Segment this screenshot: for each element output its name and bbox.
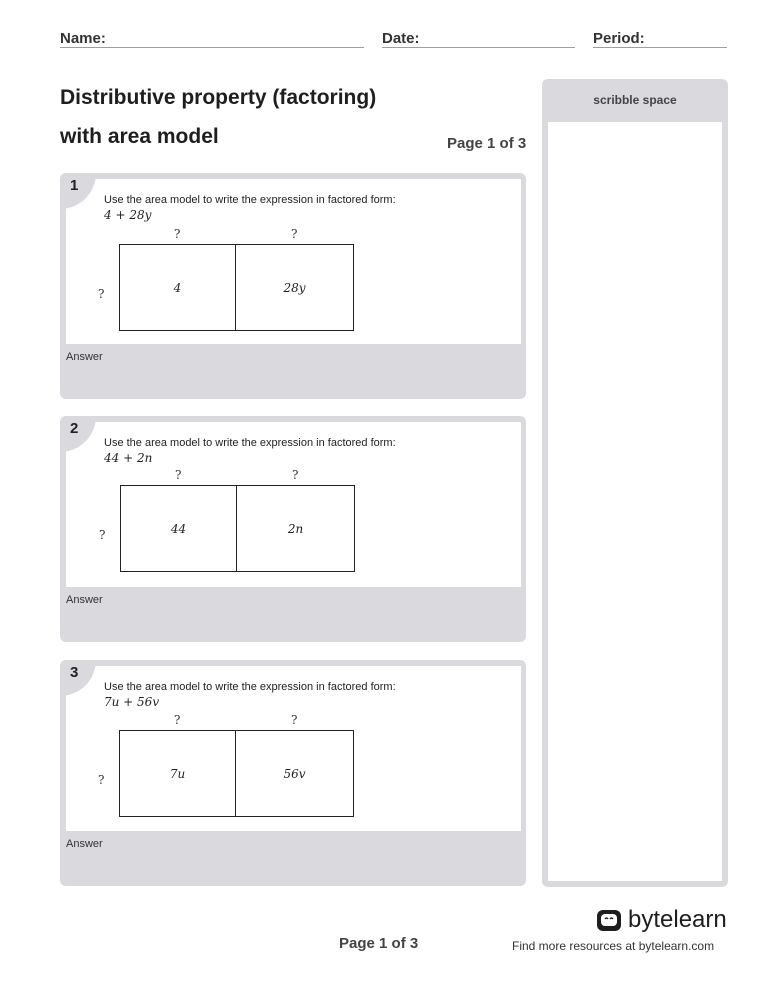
- problem-prompt: Use the area model to write the expression in factored form:: [104, 437, 396, 449]
- problem-expression: 44 + 2n: [104, 451, 153, 465]
- problem-expression: 7u + 56v: [104, 695, 160, 709]
- side-question: ?: [98, 287, 105, 301]
- problem-body: [66, 422, 521, 587]
- answer-label: Answer: [66, 351, 103, 363]
- problem-number: 1: [70, 177, 79, 194]
- area-cell-1: 44: [120, 485, 237, 572]
- area-cell-2: 28y: [235, 244, 354, 331]
- problem-body: [66, 179, 521, 344]
- name-line[interactable]: [60, 47, 364, 48]
- page-indicator: Page 1 of 3: [447, 135, 527, 152]
- top-question-1: ?: [174, 227, 181, 241]
- footer-page-indicator: Page 1 of 3: [339, 935, 419, 952]
- problem-prompt: Use the area model to write the expression in factored form:: [104, 194, 396, 206]
- top-question-2: ?: [292, 468, 299, 482]
- worksheet-title-line1: Distributive property (factoring): [60, 86, 377, 109]
- name-label: Name:: [60, 30, 106, 47]
- problem-expression: 4 + 28y: [104, 208, 152, 222]
- problem-body: [66, 666, 521, 831]
- problem-number: 2: [70, 420, 79, 437]
- period-label: Period:: [593, 30, 645, 47]
- area-cell-1: 4: [119, 244, 236, 331]
- top-question-2: ?: [291, 713, 298, 727]
- problem-card-1: [60, 173, 526, 399]
- scribble-panel: [542, 79, 728, 887]
- bytelearn-icon: [596, 907, 622, 933]
- area-cell-1: 7u: [119, 730, 236, 817]
- area-cell-2: 56v: [235, 730, 354, 817]
- top-question-1: ?: [174, 713, 181, 727]
- worksheet-title-line2: with area model: [60, 125, 219, 148]
- side-question: ?: [98, 773, 105, 787]
- problem-card-2: [60, 416, 526, 642]
- date-label: Date:: [382, 30, 420, 47]
- scribble-area[interactable]: [548, 122, 722, 881]
- period-line[interactable]: [593, 47, 727, 48]
- top-question-1: ?: [175, 468, 182, 482]
- brand-name: bytelearn: [628, 906, 727, 933]
- top-question-2: ?: [291, 227, 298, 241]
- resources-link[interactable]: Find more resources at bytelearn.com: [512, 939, 715, 953]
- answer-label: Answer: [66, 594, 103, 606]
- scribble-label: scribble space: [593, 93, 677, 107]
- answer-label: Answer: [66, 838, 103, 850]
- problem-number: 3: [70, 664, 79, 681]
- area-cell-2: 2n: [236, 485, 355, 572]
- bytelearn-logo: [596, 905, 727, 935]
- side-question: ?: [99, 528, 106, 542]
- problem-card-3: [60, 660, 526, 886]
- problem-prompt: Use the area model to write the expression in factored form:: [104, 681, 396, 693]
- date-line[interactable]: [382, 47, 575, 48]
